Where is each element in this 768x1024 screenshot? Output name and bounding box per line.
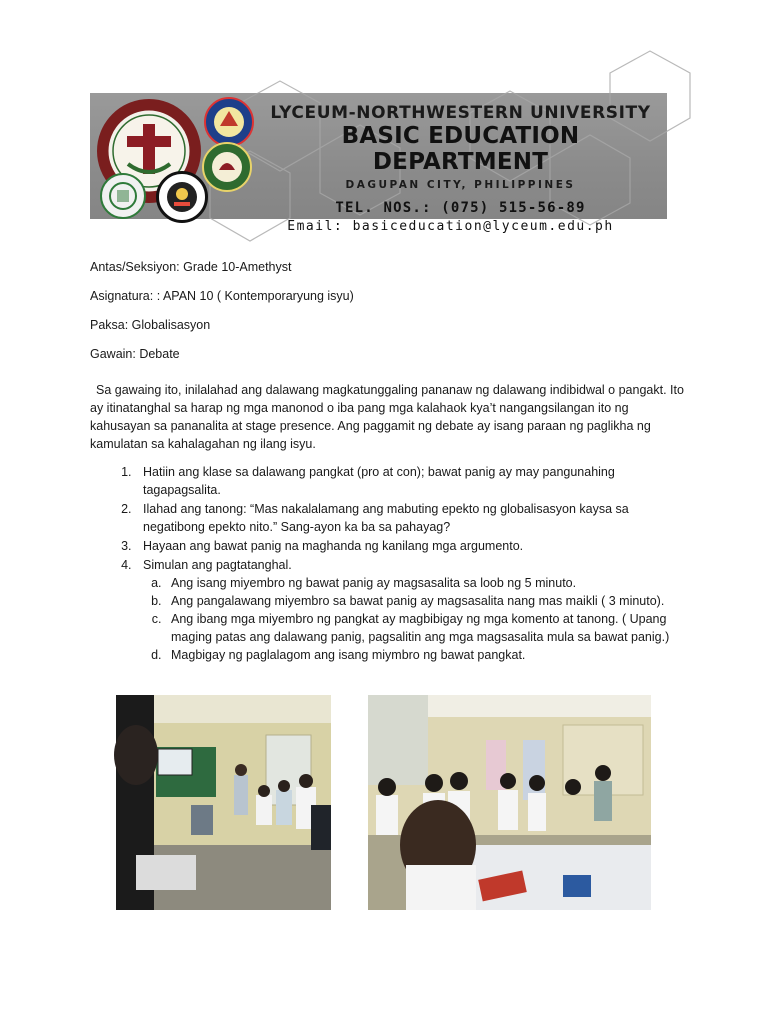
small-seal-logo-4: [156, 171, 208, 223]
instruction-steps-list: [90, 463, 690, 664]
university-name: LYCEUM-NORTHWESTERN UNIVERSITY: [270, 103, 651, 123]
field-antas-seksiyon: Antas/Seksiyon: Grade 10-Amethyst: [90, 260, 292, 274]
field-gawain: Gawain: Debate: [90, 347, 180, 361]
intro-paragraph: Sa gawaing ito, inilalahad ang dalawang magkatunggaling pananaw ng dalawang indibidwal o pangakt. Ito ay itinatanghal sa harap ng mga manonod o iba pang mga kalahaok kya’t nangangsilangan ito ng kahusayan sa pananalita at stage presence. Ang paggamit ng debate ay isang paraan ng paglikha ng kamulatan sa kahalagahan ng ilang isyu.: [90, 383, 684, 451]
step-item: 3. Hayaan ang bawat panig na maghanda ng kanilang mga argumento.: [135, 537, 690, 555]
step-item-label: Simulan ang pagtatanghal.: [143, 558, 292, 572]
classroom-photo-left: [116, 695, 331, 910]
field-asignatura: Asignatura: : APAN 10 ( Kontemporaryung isyu): [90, 289, 354, 303]
substep-item: d. Magbigay ng paglalagom ang isang miymbro ng bawat pangkat.: [165, 646, 690, 664]
step-item: 2. Ilahad ang tanong: “Mas nakalalamang ang mabuting epekto ng globalisasyon kaysa sa negatibong epekto nito.” Sang-ayon ka ba sa pahayag?: [135, 500, 690, 536]
small-seal-logo-1: [204, 97, 254, 147]
department-name: BASIC EDUCATION DEPARTMENT: [341, 123, 580, 175]
field-paksa: Paksa: Globalisasyon: [90, 318, 211, 332]
substep-item: a. Ang isang miyembro ng bawat panig ay magsasalita sa loob ng 5 minuto.: [165, 574, 690, 592]
header-banner: [90, 93, 667, 234]
small-seal-logo-2: [202, 142, 252, 192]
substeps-list: [143, 574, 690, 664]
substep-item: c. Ang ibang mga miyembro ng pangkat ay magbibigay ng mga komento at tanong. ( Upang maging patas ang dalawang panig, pagsalitin ang mga magsasalita mula sa bawat panig.): [165, 610, 690, 646]
small-seal-logo-3: [100, 173, 146, 219]
classroom-photo-right: [368, 695, 651, 910]
step-item: [135, 556, 690, 664]
banner-text-block: [258, 99, 663, 234]
city-location: DAGUPAN CITY, PHILIPPINES: [345, 179, 576, 191]
step-item: 1. Hatiin ang klase sa dalawang pangkat (pro at con); bawat panig ay may pangunahing tagapagsalita.: [135, 463, 690, 499]
substep-item: b. Ang pangalawang miyembro sa bawat panig ay magsasalita nang mas maikli ( 3 minuto).: [165, 592, 690, 610]
email-address: Email: basiceducation@lyceum.edu.ph: [287, 219, 614, 234]
document-body: [90, 258, 690, 665]
telephone-number: TEL. NOS.: (075) 515-56-89: [335, 200, 586, 216]
